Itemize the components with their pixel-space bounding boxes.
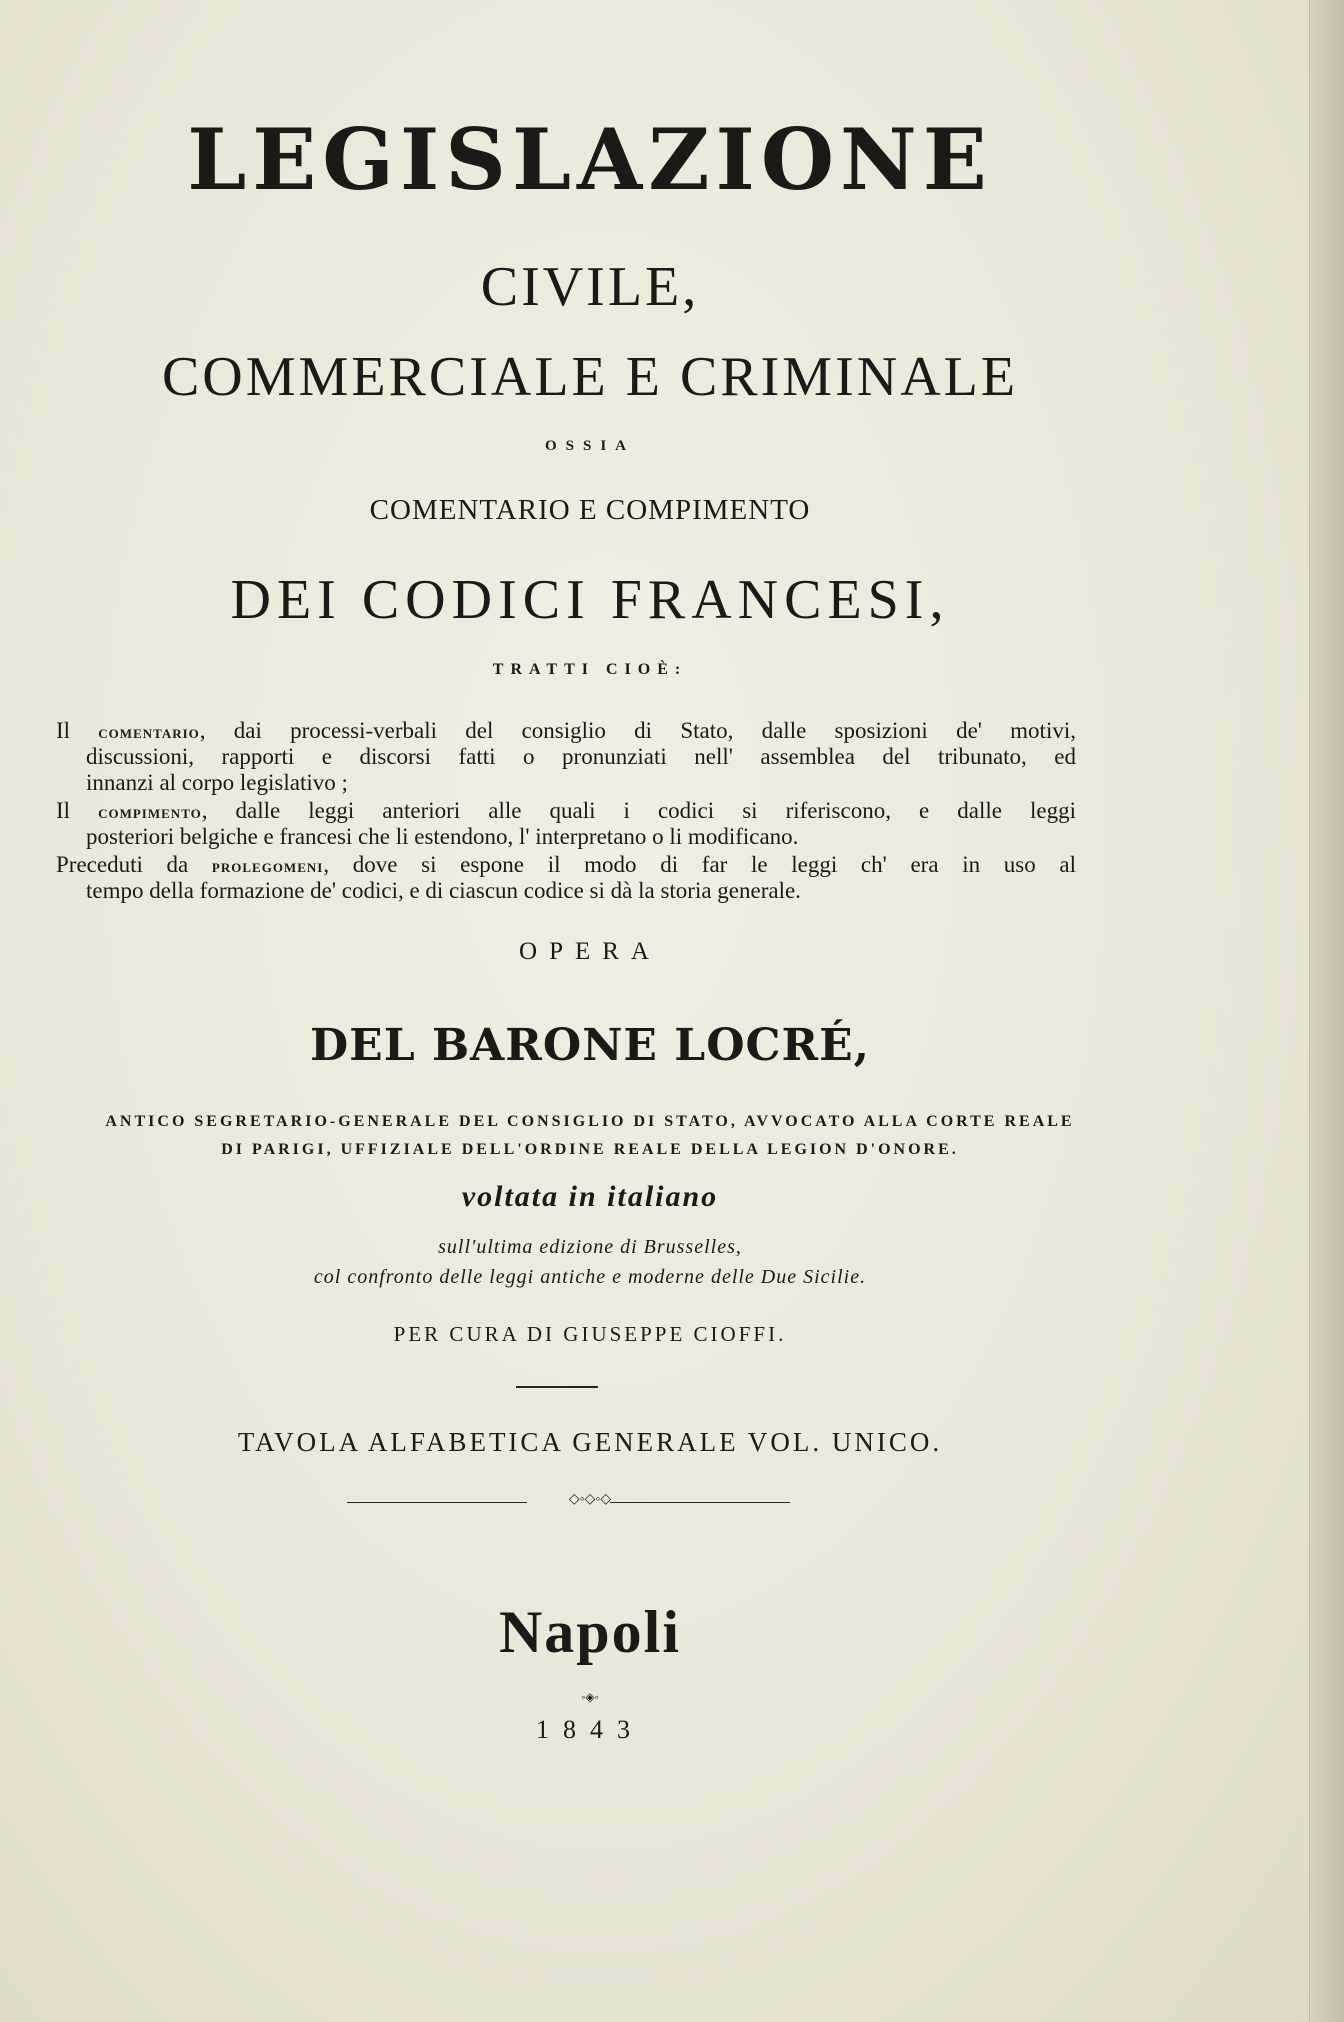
short-divider [516, 1386, 598, 1388]
line-lead: Il [56, 718, 99, 743]
description-line-4 [56, 798, 1076, 825]
author-titles-line-2: DI PARIGI, UFFIZIALE DELL'ORDINE REALE DELLA LEGION D'ONORE. [221, 1141, 959, 1158]
description-line-3: innanzi al corpo legislativo ; [86, 770, 348, 795]
tratti-label: TRATTI CIOÈ: [492, 661, 688, 678]
description-line-2: discussioni, rapporti e discorsi fatti o pronunziati nell' assemblea del tribunato, ed [86, 744, 1076, 769]
book-title: LEGISLAZIONE [187, 110, 993, 209]
page-gutter-edge [1309, 0, 1344, 2022]
description-line-1 [56, 718, 1076, 745]
ornament-divider: ◇◦◇◦◇ [568, 1492, 612, 1507]
imprint-place: Napoli [498, 1599, 682, 1665]
imprint-year: 1843 [536, 1715, 644, 1744]
description-line-5: posteriori belgiche e francesi che li estendono, l' interpretano o li modificano. [86, 824, 799, 849]
opera-label: OPERA [519, 938, 661, 965]
author-titles-line-1: ANTICO SEGRETARIO-GENERALE DEL CONSIGLIO DI STATO, AVVOCATO ALLA CORTE REALE [105, 1113, 1075, 1130]
ossia-label: OSSIA [544, 438, 636, 454]
small-caps-term: compimento [98, 802, 202, 823]
small-caps-term: comentario [98, 722, 200, 743]
comentario-line: COMENTARIO E COMPIMENTO [369, 494, 811, 526]
subtitle-commerciale: COMMERCIALE E CRIMINALE [161, 346, 1019, 408]
edition-line-2: col confronto delle leggi antiche e moderne delle Due Sicilie. [313, 1266, 867, 1288]
subtitle-civile: CIVILE, [480, 256, 700, 318]
small-ornament: ◦◈◦ [581, 1690, 599, 1704]
codici-line: DEI CODICI FRANCESI, [230, 569, 950, 631]
line-lead: Preceduti da [56, 852, 212, 877]
line-lead: Il [56, 798, 99, 823]
small-caps-term: prolegomeni [211, 856, 324, 877]
line-rest: , dai processi-verbali del consiglio di Stato, dalle sposizioni de' motivi, [199, 718, 1076, 743]
line-rest: , dalle leggi anteriori alle quali i codici si riferiscono, e dalle leggi [201, 798, 1076, 823]
editor-credit: PER CURA DI GIUSEPPE CIOFFI. [393, 1322, 787, 1346]
description-line-7: tempo della formazione de' codici, e di ciascun codice si dà la storia generale. [86, 878, 801, 903]
author-name: DEL BARONE LOCRÉ, [310, 1020, 870, 1071]
translation-note: voltata in italiano [461, 1180, 719, 1213]
description-line-6 [56, 852, 1076, 879]
volume-description: TAVOLA ALFABETICA GENERALE VOL. UNICO. [237, 1427, 943, 1457]
ornament-rule-right [610, 1502, 790, 1503]
edition-line-1: sull'ultima edizione di Brusselles, [438, 1236, 742, 1258]
line-rest: , dove si espone il modo di far le leggi ch' era in uso al [323, 852, 1076, 877]
